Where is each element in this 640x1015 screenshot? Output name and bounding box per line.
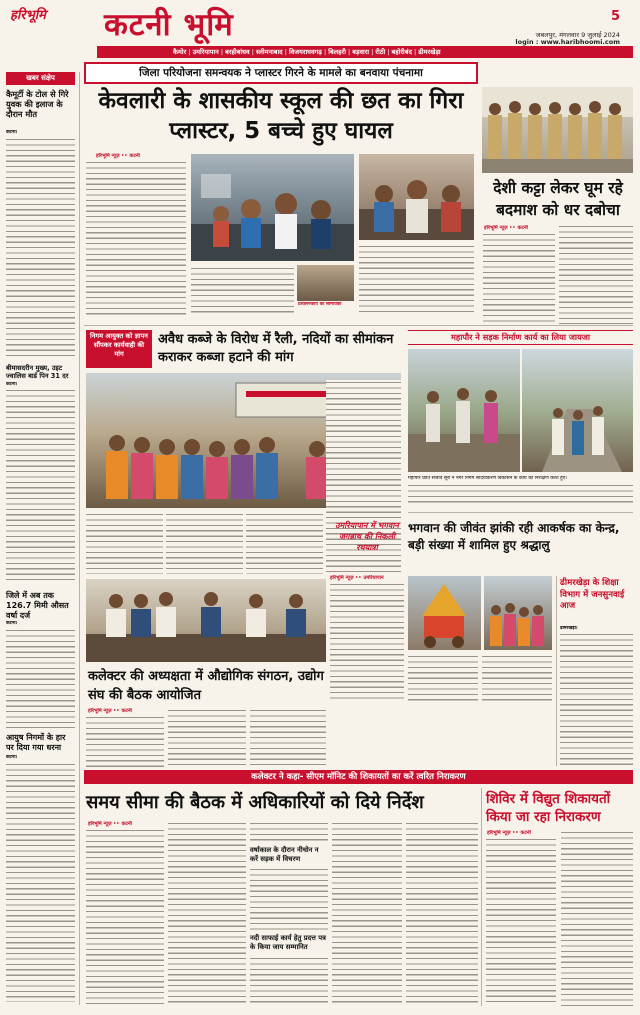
lead-body [359, 244, 474, 316]
edition-item: स्लीमनाबाद [255, 48, 283, 56]
shivir-body [486, 837, 556, 1006]
lead-body [86, 160, 186, 315]
sidebar-story-title: जिले में अब तक 126.7 मिमी औसत वर्षा दर्ज [6, 591, 69, 620]
edition-separator: | [345, 48, 353, 56]
shivir-headline: शिविर में विद्युत शिकायतों किया जा रहा निराकरण [486, 791, 611, 825]
section-divider [408, 512, 633, 513]
mayor-road-illustration [522, 349, 633, 472]
rally-label [86, 330, 152, 368]
mayor-caption-body [408, 483, 633, 503]
dhimar-headline: ढीमरखेड़ा के शिक्षा विभाग में जनसुनवाई आज [560, 578, 625, 611]
column-divider [79, 72, 80, 1005]
katta-byline: हरिभूमि न्यूज़ ‣‣ कटनी [484, 225, 528, 231]
devotees-illustration [484, 576, 552, 650]
edition-item: बरहीबांधव [225, 48, 250, 56]
sidebar-story-title: बीमासदरीन मुख्य, उइट ज्वालिस बार्ड पिन 31 दर [6, 364, 69, 380]
edition-bar [97, 46, 633, 58]
collector-headline: कलेक्टर की अध्यक्षता में औद्योगिक संगठन, उद्योग संघ की बैठक आयोजित [88, 669, 324, 703]
timeline-subhead: वर्षाकाल के दौरान नीचोन न करें सड़क में विचरण [250, 846, 319, 863]
rath-body [408, 654, 478, 702]
rath-photo-right [484, 576, 552, 650]
edition-separator: | [385, 48, 392, 56]
mayor-photo-right [522, 349, 633, 472]
lead-photo-classroom [191, 154, 354, 261]
timeline-kicker [84, 770, 633, 784]
timeline-byline: हरिभूमि न्यूज़ ‣‣ कटनी [88, 821, 132, 827]
katta-body [483, 232, 555, 324]
rath-photo-left [408, 576, 481, 650]
mayor-title-bar [408, 330, 633, 345]
rath-label-text: उमरियापान में भगवान जगन्नाथ की निकली रथयात्रा [335, 521, 399, 552]
katta-body [559, 224, 633, 324]
timeline-body [168, 821, 246, 1006]
edition-separator: | [321, 48, 329, 56]
shivir-body [561, 830, 633, 1006]
lead-photo-caption: प्रशासनकाय की सामयिकी [298, 302, 342, 307]
rath-label [330, 520, 404, 568]
mayor-caption: महापौर प्रीति संजीव सूरी ने नगर निगम सौंदर्यीकरण विकासन के कार्य का निरीक्षण करते हुए। [408, 476, 568, 481]
sidebar-story-body [6, 762, 75, 1002]
column-divider [481, 788, 482, 1006]
mayor-photo-left [408, 349, 520, 472]
police-lineup-illustration [482, 87, 633, 173]
sidebar-story-place: कटनी। [6, 382, 18, 387]
rath-body [330, 582, 404, 702]
lead-photo-inspection [297, 265, 354, 301]
rally-label-text: निगम आयुक्त को ज्ञापन सौंपकर कार्यवाही की मांग [90, 332, 148, 358]
edition-item: बिलहरी [328, 48, 346, 56]
collector-photo [86, 579, 326, 662]
timeline-body [250, 821, 328, 843]
classroom-illustration [191, 154, 354, 261]
sidebar-story-title: आयुष निगमों के हार पर दिया गया धरना [6, 733, 66, 752]
mayor-site-illustration [408, 349, 520, 472]
lead-kicker-text: जिला परियोजना समन्वयक ने प्लास्टर गिरने के मामले का बनवाया पंचनामा [139, 67, 423, 79]
timeline-body [406, 821, 478, 1006]
edition-separator: | [369, 48, 376, 56]
lead-kicker [84, 62, 478, 84]
rath-headline: भगवान की जीवंत झांकी रही आकर्षक का केन्द्र, बड़ी संख्या में शामिल हुए श्रद्धालु [408, 521, 620, 552]
date-line: जबलपुर, मंगलवार 9 जुलाई 2024 [535, 31, 620, 39]
sidebar-story-body [6, 388, 75, 584]
edition-separator: | [249, 48, 256, 56]
sidebar-tag: खबर संक्षेप [6, 72, 75, 85]
timeline-subhead: नदी साफाई कार्य हेतु प्रदत्त पत्र के किया जाय सम्मानित [250, 934, 326, 951]
edition-item: बहोरीबंद [391, 48, 412, 56]
rally-headline: अवैध कब्जे के विरोध में रैली, नदियों का सीमांकन कराकर कब्जा हटाने की मांग [158, 332, 394, 365]
rath-byline: हरिभूमि न्यूज़ ‣‣ उमरियापान [330, 575, 384, 581]
children-illustration [359, 154, 474, 240]
edition-item: कैमोर [173, 48, 187, 56]
timeline-body [250, 956, 328, 1006]
timeline-headline: समय सीमा की बैठक में अधिकारियों को दिये निर्देश [86, 792, 424, 813]
sidebar-story-title: कैमूर्टी के टोल से गिरे युवक की इलाज के दौरान मौत [6, 89, 69, 119]
edition-separator: | [186, 48, 193, 56]
rally-body [86, 512, 163, 574]
dhimar-body [560, 632, 633, 766]
timeline-body [86, 828, 164, 1006]
masthead [0, 0, 640, 46]
timeline-body [250, 867, 328, 931]
lead-photo-children [359, 154, 474, 240]
collector-byline: हरिभूमि न्यूज़ ‣‣ कटनी [88, 708, 132, 714]
edition-separator: | [411, 48, 419, 56]
page-number: 5 [611, 9, 621, 24]
lead-byline: हरिभूमि न्यूज़ ‣‣ कटनी [96, 153, 140, 159]
meeting-illustration [86, 579, 326, 662]
timeline-kicker-text: कलेक्टर ने कहा- सीएम मॉनिट की शिकायतों का करें त्वरित निराकरण [251, 772, 466, 782]
shivir-byline: हरिभूमि न्यूज़ ‣‣ कटनी [487, 830, 531, 836]
sidebar-story-body [6, 628, 75, 728]
column-divider [556, 576, 557, 766]
timeline-body [332, 821, 402, 1006]
katta-photo [482, 87, 633, 173]
edition-item: रीठी [375, 48, 386, 56]
sidebar-story-place: कटनी। [6, 130, 18, 135]
section-divider [84, 325, 633, 326]
collector-body [250, 708, 326, 767]
collector-body [86, 715, 164, 767]
dhimar-place: ढीमरखेड़ा। [560, 626, 578, 631]
edition-separator: | [218, 48, 226, 56]
edition-item: ढीमरखेड़ा [418, 48, 441, 56]
brand-logo: हरिभूमि [10, 8, 46, 23]
sidebar-story-place: कटनी। [6, 755, 18, 760]
sidebar-story-place: कटनी। [6, 621, 18, 626]
mayor-title: महापौर ने सड़क निर्माण कार्य का लिया जायजा [450, 332, 591, 342]
rath-body [482, 654, 552, 702]
website: login : www.haribhoomi.com [515, 38, 620, 46]
sidebar-story-body [6, 137, 75, 359]
edition-separator: | [282, 48, 289, 56]
katta-headline: देशी कट्टा लेकर घूम रहे बदमाश को धर दबोचा [493, 179, 623, 219]
lead-headline: केवलारी के शासकीय स्कूल की छत का गिरा प्लास्टर, 5 बच्चे हुए घायल [98, 88, 464, 144]
lead-body [191, 266, 294, 316]
collector-body [168, 708, 246, 767]
edition-item: बड़वारा [352, 48, 370, 56]
page-title: कटनी भूमि [104, 7, 234, 43]
edition-item: विजयराघवगढ़ [288, 48, 322, 56]
chariot-illustration [408, 576, 481, 650]
edition-list [97, 46, 633, 58]
edition-item: उमरियापान [192, 48, 219, 56]
rally-body [166, 512, 243, 574]
sidebar [6, 72, 75, 1005]
rally-body [246, 512, 323, 574]
